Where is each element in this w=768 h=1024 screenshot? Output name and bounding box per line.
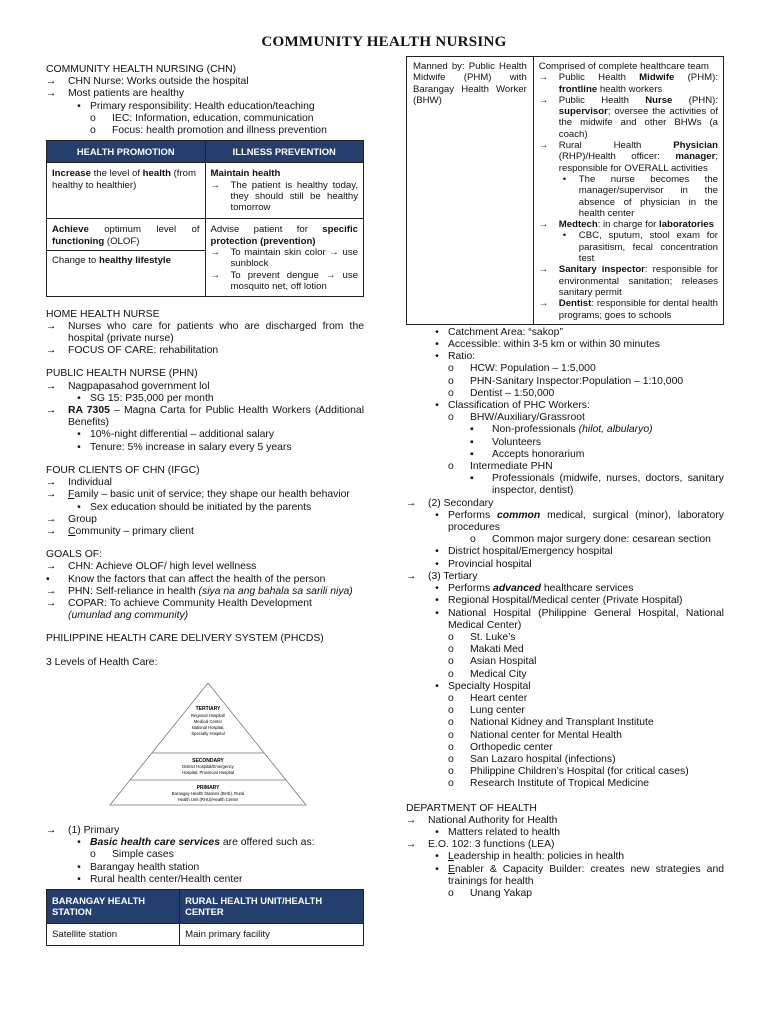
- list-item: o Lung center: [448, 705, 525, 717]
- doh-heading: DEPARTMENT OF HEALTH: [406, 802, 537, 814]
- pyramid-text: District Hospital/Emergency: [182, 763, 234, 769]
- health-care-pyramid: [108, 681, 308, 807]
- list-item: • Basic health care services are offered such as:: [77, 837, 315, 849]
- list-item: o National Kidney and Transplant Institute: [448, 717, 654, 729]
- list-item: → (1) Primary: [46, 824, 120, 836]
- table-cell: Maintain health → The patient is healthy today, they should still be healthy tomorrow: [205, 163, 364, 219]
- chn-heading: COMMUNITY HEALTH NURSING (CHN): [46, 64, 237, 75]
- list-item: → National Authority for Health: [406, 814, 558, 826]
- pyramid-text: Specialty Hospital: [191, 730, 225, 736]
- pyramid-primary-label: PRIMARY: [196, 784, 220, 791]
- pyramid-text: Barangay Health Stations (BHS), Rural: [171, 790, 245, 796]
- list-item: • Know the factors that can affect the health of the person: [46, 573, 326, 585]
- list-item: → CHN Nurse: Works outside the hospital: [46, 76, 249, 88]
- pyramid-tertiary-label: TERTIARY: [195, 705, 221, 712]
- list-item: • 10%-night differential – additional salary: [77, 429, 275, 441]
- list-item: o Heart center: [448, 692, 528, 704]
- list-item: o Intermediate PHN: [448, 461, 553, 473]
- list-item: → CHN: Achieve OLOF/ high level wellness: [46, 561, 257, 573]
- table-header: RURAL HEALTH UNIT/HEALTH CENTER: [180, 889, 364, 923]
- manned-table: [406, 56, 724, 325]
- bhs-rhu-table: [46, 889, 364, 946]
- list-item: → Community – primary client: [46, 525, 194, 537]
- health-promotion-table: [46, 140, 364, 296]
- goals-heading: GOALS OF:: [46, 549, 103, 561]
- list-item: • Specialty Hospital: [435, 680, 531, 692]
- list-item: o Focus: health promotion and illness prevention: [90, 125, 327, 137]
- list-item: o San Lazaro hospital (infections): [448, 753, 616, 765]
- pyramid-text: Health Unit (RHU)/Health Center: [177, 796, 239, 802]
- pyramid-text: Regional Hospital/: [191, 712, 225, 718]
- list-item: o BHW/Auxiliary/Grassroot: [448, 412, 585, 424]
- list-item: • Performs advanced healthcare services: [435, 583, 634, 595]
- list-item: → E.O. 102: 3 functions (LEA): [406, 839, 555, 851]
- list-item: o Medical City: [448, 668, 527, 680]
- list-item: • Classification of PHC Workers:: [435, 400, 590, 412]
- list-item: • Performs common medical, surgical (minor), laboratory procedures: [435, 509, 724, 534]
- list-item: • Leadership in health: policies in health: [435, 851, 625, 863]
- phcds-heading: PHILIPPINE HEALTH CARE DELIVERY SYSTEM (PHCDS): [46, 633, 324, 645]
- pyramid-secondary-label: SECONDARY: [192, 757, 224, 764]
- list-item: • Barangay health station: [77, 861, 200, 873]
- list-item: o Unang Yakap: [448, 887, 533, 899]
- list-item: o Makati Med: [448, 644, 524, 656]
- list-item: o PHN-Sanitary Inspector:Population – 1:10,000: [448, 375, 684, 387]
- list-item: → COPAR: To achieve Community Health Development (umunlad ang community): [46, 597, 312, 622]
- list-item: o Orthopedic center: [448, 741, 553, 753]
- clients-heading: FOUR CLIENTS OF CHN (IFGC): [46, 464, 200, 476]
- list-item: • Catchment Area: “sakop”: [435, 326, 563, 338]
- list-item: o National center for Mental Health: [448, 729, 622, 741]
- table-header: BARANGAY HEALTH STATION: [47, 889, 180, 923]
- table-cell: Achieve optimum level of functioning (OLOF) Change to healthy lifestyle: [47, 219, 206, 296]
- list-item: o Dentist – 1:50,000: [448, 387, 555, 399]
- levels-label: 3 Levels of Health Care:: [46, 656, 158, 668]
- list-item: • Enabler & Capacity Builder: creates new strategies and trainings for health: [435, 863, 724, 887]
- home-heading: HOME HEALTH NURSE: [46, 308, 160, 320]
- pyramid-text: National Hospital,: [191, 724, 225, 730]
- list-item: • Accessible: within 3-5 km or within 30 minutes: [435, 339, 660, 351]
- list-item: → PHN: Self-reliance in health (siya na ang bahala sa sarili niya): [46, 585, 353, 597]
- list-item: o HCW: Population – 1:5,000: [448, 363, 596, 375]
- list-item: • Primary responsibility: Health education/teaching: [77, 100, 315, 112]
- list-item: → Family – basic unit of service; they shape our health behavior: [46, 489, 350, 501]
- phn-heading: PUBLIC HEALTH NURSE (PHN): [46, 368, 198, 380]
- list-item: • Ratio:: [435, 351, 476, 363]
- table-cell: Increase the level of health (from healthy to healthier): [47, 163, 206, 219]
- list-item: o Research Institute of Tropical Medicine: [448, 778, 650, 790]
- table-header: HEALTH PROMOTION: [47, 141, 206, 163]
- left-column: [46, 64, 364, 946]
- list-item: o Philippine Children’s Hospital (for critical cases): [448, 766, 689, 778]
- table-cell: Manned by: Public Health Midwife (PHM) with Barangay Health Worker (BHW): [407, 57, 534, 325]
- list-item: ▪ Accepts honorarium: [470, 448, 585, 460]
- list-item: • Regional Hospital/Medical center (Private Hospital): [435, 595, 683, 607]
- pyramid-text: Hospital, Provincial Hospital: [182, 769, 234, 775]
- list-item: • National Hospital (Philippine General Hospital, National Medical Center): [435, 607, 724, 631]
- table-cell: Satellite station: [47, 923, 180, 945]
- list-item: • Provincial hospital: [435, 558, 532, 570]
- table-cell: Comprised of complete healthcare team → Public Health Midwife (PHM): frontline health workers → Public Health Nurse (PHN): supervisor; oversee the activities of the midwife and other BHWs (a coach) → Rural Health Physician (RHP)/Health officer: manager; responsible for OVERALL activities • The nurse becomes the manager/supervisor in the absence of physician in the health center → Medtech: in charge for laboratories • CBC, sputum, stool exam for parasitism, fecal concentration test → Sanitary inspector: responsible for environmental sanitation; releases sanitary permit → Dentist: responsible for dental health programs; goes to schools: [533, 57, 723, 325]
- list-item: → Individual: [46, 477, 112, 489]
- table-cell: Main primary facility: [180, 923, 364, 945]
- list-item: → (2) Secondary: [406, 497, 494, 509]
- list-item: → (3) Tertiary: [406, 570, 478, 582]
- list-item: o IEC: Information, education, communication: [90, 112, 314, 124]
- page-title: COMMUNITY HEALTH NURSING: [261, 34, 507, 50]
- list-item: ▪ Professionals (midwife, nurses, doctors, sanitary inspector, dentist): [470, 473, 724, 497]
- list-item: o St. Luke’s: [448, 631, 516, 643]
- list-item: → FOCUS OF CARE: rehabilitation: [46, 345, 219, 357]
- table-header: ILLNESS PREVENTION: [205, 141, 364, 163]
- table-cell: Advise patient for specific protection (prevention) → To maintain skin color → use sunblock → To prevent dengue → use mosquito net, off lotion: [205, 219, 364, 296]
- list-item: • Tenure: 5% increase in salary every 5 years: [77, 441, 292, 453]
- list-item: → Nurses who care for patients who are discharged from the hospital (private nurse): [46, 320, 364, 345]
- list-item: ▪ Volunteers: [470, 436, 542, 448]
- list-item: o Common major surgery done: cesarean section: [470, 534, 711, 546]
- list-item: → Group: [46, 513, 97, 525]
- list-item: • District hospital/Emergency hospital: [435, 546, 613, 558]
- list-item: o Asian Hospital: [448, 656, 537, 668]
- list-item: → Most patients are healthy: [46, 88, 185, 100]
- pyramid-text: Medical Center: [193, 718, 223, 724]
- list-item: o Simple cases: [90, 849, 174, 861]
- list-item: • Sex education should be initiated by the parents: [77, 501, 312, 513]
- list-item: • Rural health center/Health center: [77, 873, 243, 885]
- right-column: [406, 56, 724, 900]
- list-item: • SG 15: P35,000 per month: [77, 392, 214, 404]
- list-item: • Matters related to health: [435, 826, 561, 838]
- list-item: → Nagpapasahod government lol: [46, 380, 210, 392]
- list-item: → RA 7305 – Magna Carta for Public Health Workers (Additional Benefits): [46, 405, 365, 429]
- list-item: ▪ Non-professionals (hilot, albularyo): [470, 424, 653, 436]
